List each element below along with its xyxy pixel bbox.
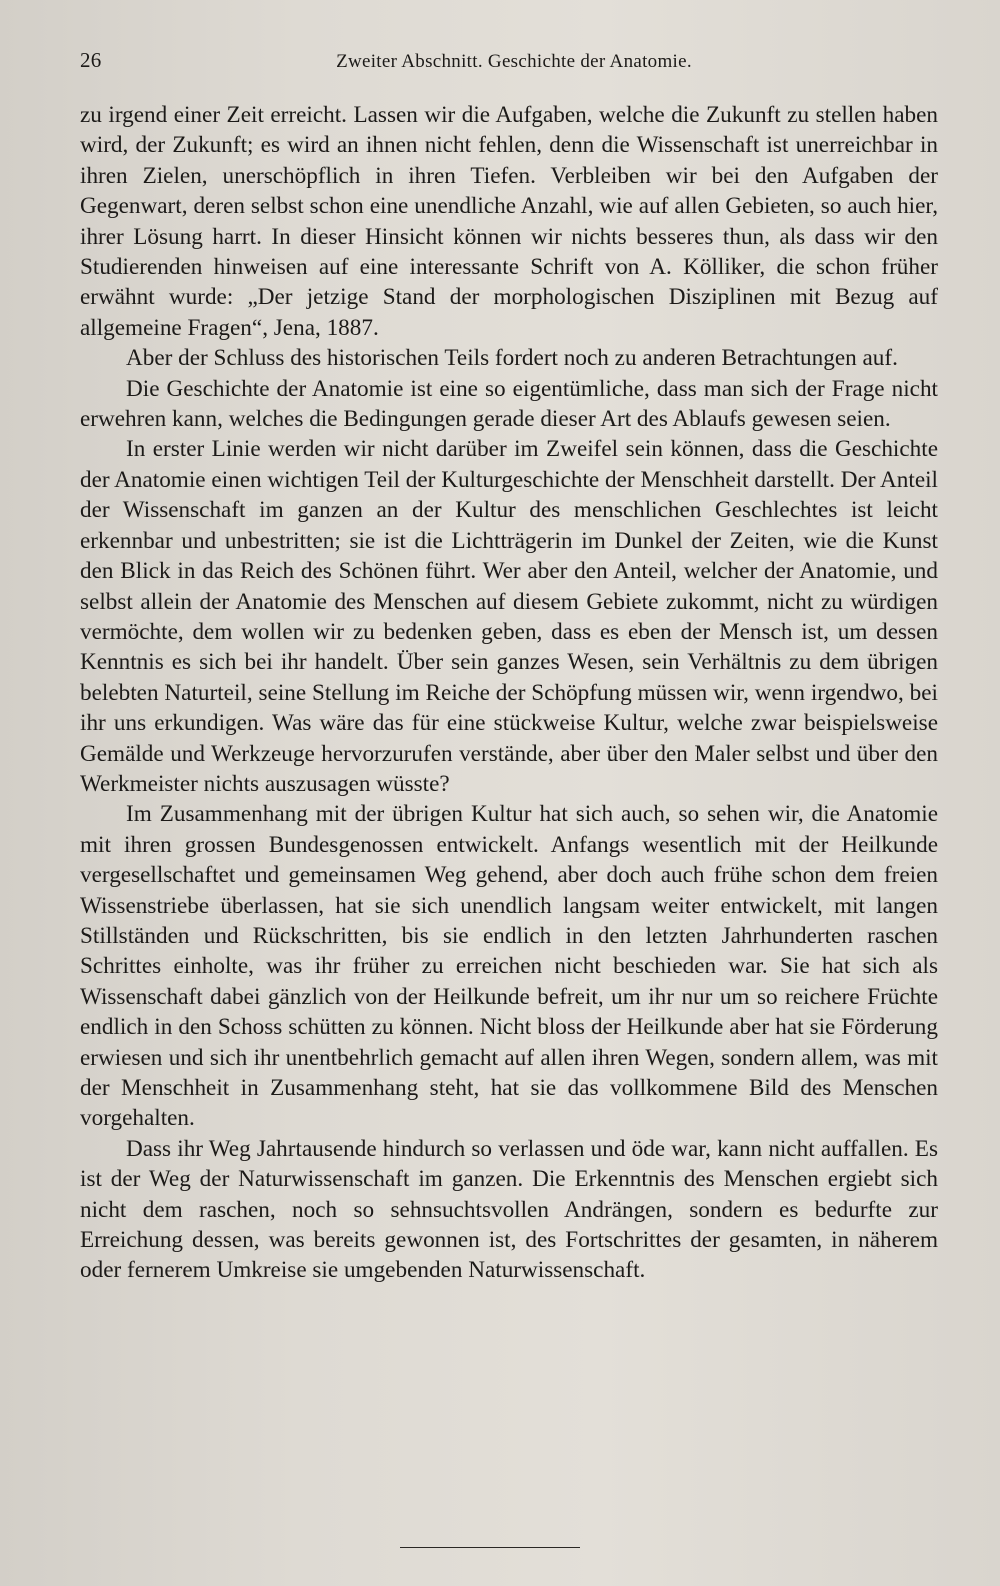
page-body bbox=[80, 100, 938, 1286]
paragraph: Im Zusammenhang mit der übrigen Kultur hat sich auch, so sehen wir, die Anatomie mit ihren grossen Bundesgenossen entwickelt. Anfangs wesentlich mit der Heilkunde vergesellschaftet und gemeinsamen Weg gehend, aber doch auch frühe schon dem freien Wissenstriebe überlassen, hat sie sich unendlich langsam weiter entwickelt, mit langen Stillständen und Rückschritten, bis sie endlich in den letzten Jahrhunderten raschen Schrittes einholte, was ihr früher zu erreichen nicht beschieden war. Sie hat sich als Wissenschaft dabei gänzlich von der Heilkunde befreit, um ihr nur um so reichere Früchte endlich in den Schoss schütten zu können. Nicht bloss der Heilkunde aber hat sie Förderung erwiesen und sich ihr unentbehrlich gemacht auf allen ihren Wegen, sondern allem, was mit der Menschheit in Zusammenhang steht, hat sie das vollkommene Bild des Menschen vorgehalten. bbox=[80, 801, 938, 1132]
paragraph: Die Geschichte der Anatomie ist eine so eigentümliche, dass man sich der Frage nicht erwehren kann, welches die Bedingungen gerade dieser Art des Ablaufs gewesen seien. bbox=[80, 375, 938, 433]
page-number: 26 bbox=[80, 48, 102, 72]
footer-rule bbox=[400, 1547, 580, 1548]
page-header bbox=[80, 48, 938, 78]
paragraph: Aber der Schluss des historischen Teils fordert noch zu anderen Betrachtungen auf. bbox=[126, 345, 898, 372]
paragraph: Dass ihr Weg Jahrtausende hindurch so verlassen und öde war, kann nicht auffallen. Es ist der Weg der Naturwissenschaft im ganzen. Die Erkenntnis des Menschen ergiebt sich nicht dem raschen, noch so sehnsuchtsvollen Andrängen, sondern es bedurfte zur Erreichung dessen, was bereits gewonnen ist, des Fortschrittes der gesamten, in näherem oder fernerem Umkreise sie umgebenden Naturwissenschaft. bbox=[80, 1135, 938, 1284]
running-head: Zweiter Abschnitt. Geschichte der Anatomie. bbox=[336, 51, 692, 72]
paragraph-continued: zu irgend einer Zeit erreicht. Lassen wir die Aufgaben, welche die Zukunft zu stellen haben wird, der Zukunft; es wird an ihnen nicht fehlen, denn die Wissenschaft ist unerreichbar in ihren Zielen, unerschöpflich in ihren Tiefen. Verbleiben wir bei den Aufgaben der Gegenwart, deren selbst schon eine unendliche Anzahl, wie auf allen Gebieten, so auch hier, ihrer Lösung harrt. In dieser Hinsicht können wir nichts besseres thun, als dass wir den Studierenden hinweisen auf eine interessante Schrift von A. Kölliker, die schon früher erwähnt wurde: „Der jetzige Stand der morphologischen Disziplinen mit Bezug auf allgemeine Fragen“, Jena, 1887. bbox=[80, 102, 938, 341]
paragraph: In erster Linie werden wir nicht darüber im Zweifel sein können, dass die Geschichte der Anatomie einen wichtigen Teil der Kulturgeschichte der Menschheit darstellt. Der Anteil der Wissenschaft im ganzen an der Kultur des menschlichen Geschlechtes ist leicht erkennbar und unbestritten; sie ist die Lichtträgerin im Dunkel der Zeiten, wie die Kunst den Blick in das Reich des Schönen führt. Wer aber den Anteil, welcher der Anatomie, und selbst allein der Anatomie des Menschen auf diesem Gebiete zukommt, nicht zu würdigen vermöchte, dem wollen wir zu bedenken geben, dass es eben der Mensch ist, um dessen Kenntnis es sich bei ihr handelt. Über sein ganzes Wesen, sein Verhältnis zu dem übrigen belebten Naturteil, seine Stellung im Reiche der Schöpfung müssen wir, wenn irgendwo, bei ihr uns erkundigen. Was wäre das für eine stückweise Kultur, welche zwar beispielsweise Gemälde und Werkzeuge hervorzurufen verstände, aber über den Maler selbst und über den Werkmeister nichts auszusagen wüsste? bbox=[80, 436, 938, 797]
